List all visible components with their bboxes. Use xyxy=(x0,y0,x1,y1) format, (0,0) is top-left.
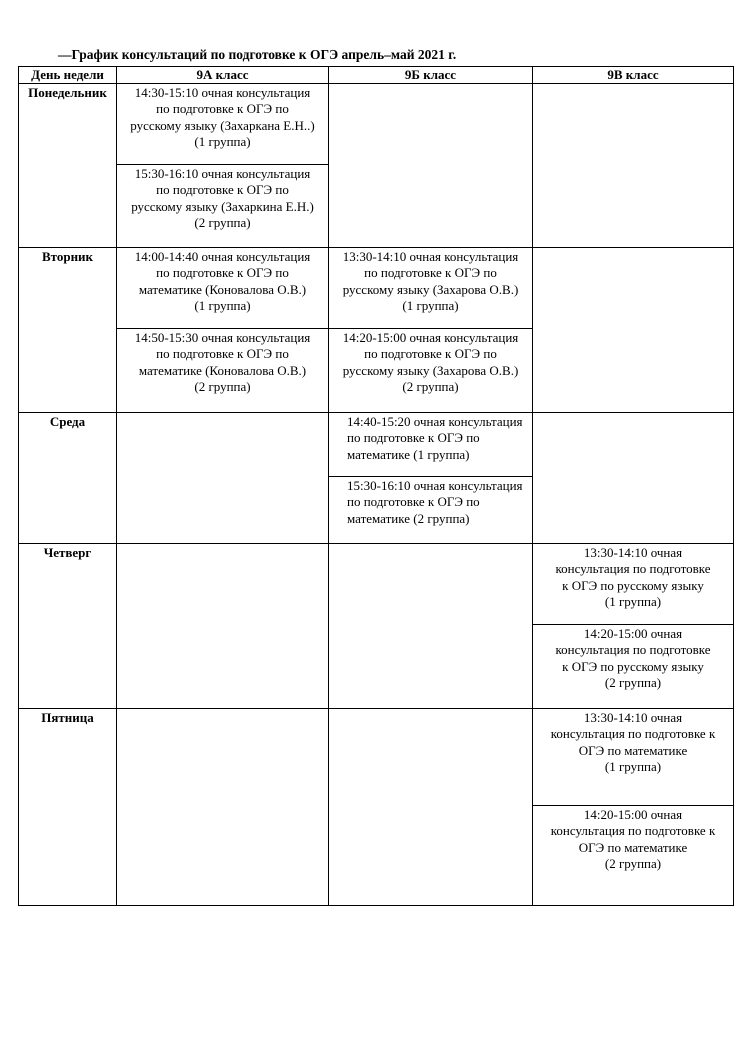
schedule-table xyxy=(18,66,734,906)
slot-text-line: по подготовке к ОГЭ по xyxy=(156,101,289,117)
page-title: —График консультаций по подготовке к ОГЭ апрель–май 2021 г. xyxy=(58,47,457,62)
consultation-slot xyxy=(329,329,532,412)
slot-text-line: (2 группа) xyxy=(194,215,251,231)
slot-text-line: математике (1 группа) xyxy=(347,446,470,462)
consultation-slot xyxy=(533,806,733,905)
slot-text-line: по подготовке к ОГЭ по xyxy=(364,265,497,281)
slot-text-line: 14:30-15:10 очная консультация xyxy=(134,85,311,100)
slot-text-line: 13:30-14:10 очная консультация xyxy=(342,249,519,264)
class-9b-cell xyxy=(329,84,533,248)
class-9v-cell xyxy=(533,709,734,906)
slot-text-line: 13:30-14:10 очная xyxy=(583,545,683,560)
slot-text-line: по подготовке к ОГЭ по xyxy=(156,346,289,362)
consultation-slot xyxy=(117,165,328,247)
day-cell: Четверг xyxy=(19,544,117,709)
slot-text-line: 14:40-15:20 очная консультация xyxy=(347,414,523,429)
slot-text-line: консультация по подготовке xyxy=(555,561,711,577)
class-9b-cell xyxy=(329,544,533,709)
table-row xyxy=(19,413,734,544)
slot-text-line: математике (Коновалова О.В.) xyxy=(138,281,307,297)
slot-text-line: к ОГЭ по русскому языку xyxy=(562,577,704,593)
class-9v-cell xyxy=(533,84,734,248)
slot-text-line: 14:50-15:30 очная консультация xyxy=(134,330,311,345)
slot-text-line: русскому языку (Захаркана Е.Н..) xyxy=(130,117,315,133)
class-9a-cell xyxy=(117,413,329,544)
class-9a-cell xyxy=(117,709,329,906)
slot-text-line: 14:20-15:00 очная xyxy=(583,807,683,822)
class-9b-cell xyxy=(329,709,533,906)
slot-text-line: (1 группа) xyxy=(194,134,251,150)
slot-text-line: (1 группа) xyxy=(194,298,251,314)
slot-text-line: консультация по подготовке к xyxy=(550,823,716,839)
class-9a-cell xyxy=(117,248,329,413)
slot-text-line: (1 группа) xyxy=(604,759,662,775)
slot-text-line: 15:30-16:10 очная консультация xyxy=(347,478,523,493)
slot-text-line: (2 группа) xyxy=(194,379,251,395)
slot-text-line: математике (2 группа) xyxy=(347,510,470,526)
day-cell: Среда xyxy=(19,413,117,544)
slot-text-line: консультация по подготовке к xyxy=(550,726,716,742)
slot-text-line: математике (Коновалова О.В.) xyxy=(138,362,307,378)
class-9b-cell xyxy=(329,248,533,413)
consultation-slot xyxy=(329,477,532,543)
header-row xyxy=(19,67,734,84)
slot-text-line: 14:20-15:00 очная консультация xyxy=(342,330,519,345)
consultation-slot xyxy=(117,248,328,329)
slot-text-line: русскому языку (Захаркина Е.Н.) xyxy=(131,198,314,214)
consultation-slot xyxy=(117,84,328,165)
day-cell: Пятница xyxy=(19,709,117,906)
slot-text-line: 14:20-15:00 очная xyxy=(583,626,683,641)
consultation-slot xyxy=(329,413,532,477)
schedule-body xyxy=(19,84,734,906)
class-9b-cell xyxy=(329,413,533,544)
slot-text-line: 15:30-16:10 очная консультация xyxy=(134,166,311,181)
slot-text-line: 14:00-14:40 очная консультация xyxy=(134,249,311,264)
slot-text-line: 13:30-14:10 очная xyxy=(583,710,683,725)
consultation-slot xyxy=(117,329,328,412)
class-9a-cell xyxy=(117,544,329,709)
slot-text-line: к ОГЭ по русскому языку xyxy=(562,658,704,674)
slot-text-line: (1 группа) xyxy=(604,594,662,610)
slot-text-line: ОГЭ по математике xyxy=(578,742,688,758)
slot-text-line: по подготовке к ОГЭ по xyxy=(347,430,480,446)
day-cell: Понедельник xyxy=(19,84,117,248)
table-row xyxy=(19,84,734,248)
header-day: День недели xyxy=(19,67,117,84)
header-9b: 9Б класс xyxy=(329,67,533,84)
consultation-slot xyxy=(533,625,733,708)
slot-text-line: русскому языку (Захарова О.В.) xyxy=(342,362,519,378)
slot-text-line: русскому языку (Захарова О.В.) xyxy=(342,281,519,297)
slot-text-line: (1 группа) xyxy=(402,298,459,314)
slot-text-line: по подготовке к ОГЭ по xyxy=(156,182,289,198)
day-cell: Вторник xyxy=(19,248,117,413)
slot-text-line: по подготовке к ОГЭ по xyxy=(347,494,480,510)
slot-text-line: (2 группа) xyxy=(604,675,662,691)
class-9a-cell xyxy=(117,84,329,248)
consultation-slot xyxy=(533,709,733,806)
table-row xyxy=(19,248,734,413)
class-9v-cell xyxy=(533,544,734,709)
slot-text-line: (2 группа) xyxy=(402,379,459,395)
table-row xyxy=(19,709,734,906)
slot-text-line: (2 группа) xyxy=(604,856,662,872)
slot-text-line: по подготовке к ОГЭ по xyxy=(364,346,497,362)
class-9v-cell xyxy=(533,413,734,544)
consultation-slot xyxy=(329,248,532,329)
class-9v-cell xyxy=(533,248,734,413)
consultation-slot xyxy=(533,544,733,625)
header-9a: 9А класс xyxy=(117,67,329,84)
table-row xyxy=(19,544,734,709)
slot-text-line: консультация по подготовке xyxy=(555,642,711,658)
slot-text-line: по подготовке к ОГЭ по xyxy=(156,265,289,281)
header-9v: 9В класс xyxy=(533,67,734,84)
slot-text-line: ОГЭ по математике xyxy=(578,839,688,855)
